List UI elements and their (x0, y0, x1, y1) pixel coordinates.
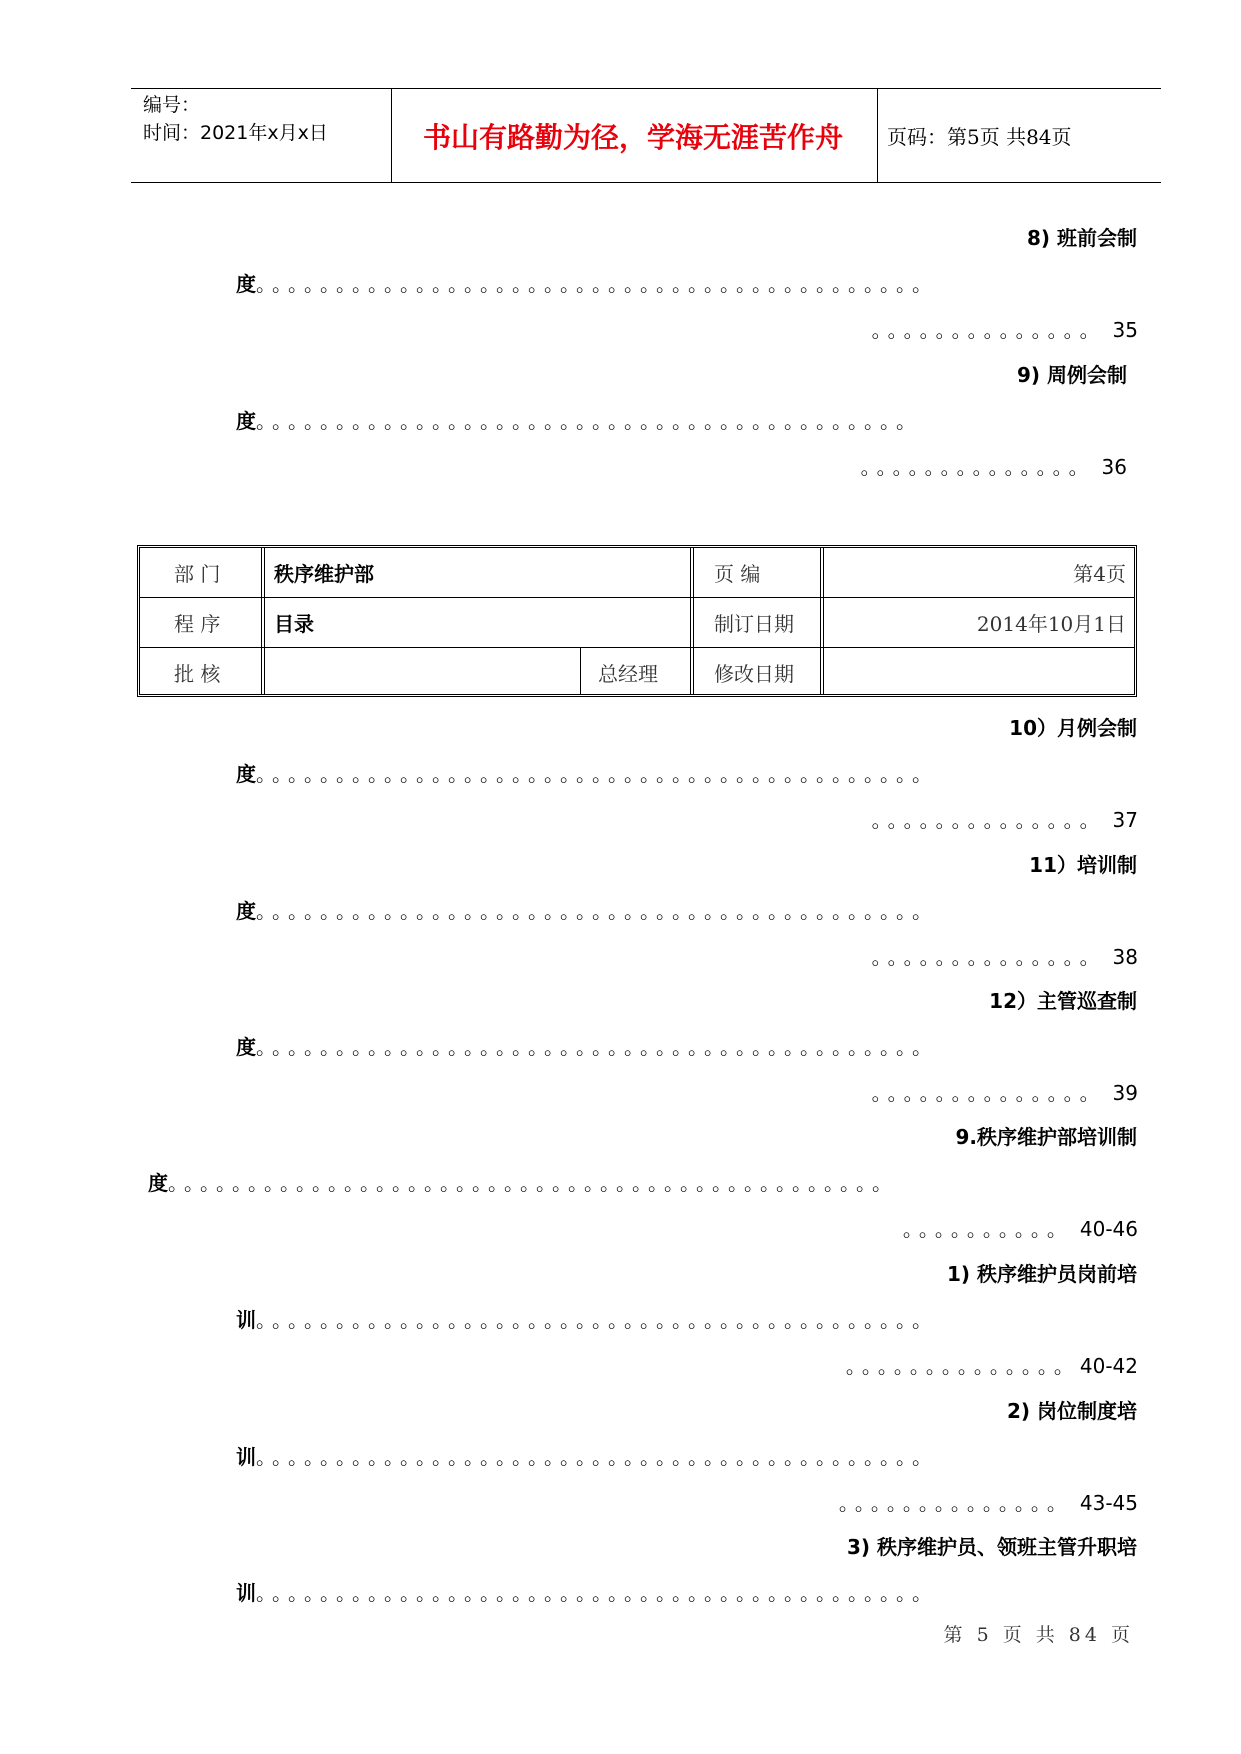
toc-entry-page: 43-45 (1079, 1491, 1138, 1515)
value-issue-date: 2014年10月1日 (976, 611, 1126, 636)
toc-entry-lead: 度 (236, 272, 256, 296)
toc-entry-leader: 训。。。。。。。。。。。。。。。。。。。。。。。。。。。。。。。。。。。。。。。。。。 (236, 1308, 938, 1332)
toc-entry-leader: 度。。。。。。。。。。。。。。。。。。。。。。。。。。。。。。。。。。。。。。。。。。 (236, 1035, 938, 1059)
toc-entry-page-line: 。。。。。。。。。。。。。。 39 (871, 1081, 1138, 1105)
value-department: 秩序维护部 (274, 562, 374, 586)
toc-entry-lead: 训 (236, 1445, 256, 1469)
toc-entry-lead: 度 (236, 409, 256, 433)
toc-entry-lead: 训 (236, 1581, 256, 1605)
toc-entry-page-line: 。。。。。。。。。。 40-46 (902, 1217, 1138, 1241)
header-divider (391, 89, 392, 182)
toc-entry-page-line: 。。。。。。。。。。。。。。 43-45 (838, 1491, 1138, 1515)
header-meta (143, 91, 328, 147)
toc-entry-page-line: 。。。。。。。。。。。。。。 35 (871, 318, 1138, 342)
toc-entry-leader: 度。。。。。。。。。。。。。。。。。。。。。。。。。。。。。。。。。。。。。。。。。。 (236, 899, 938, 923)
toc-entry-leader: 度。。。。。。。。。。。。。。。。。。。。。。。。。。。。。。。。。。。。。。。。。。 (236, 272, 938, 296)
label-procedure: 程 序 (174, 611, 221, 636)
table-divider (580, 647, 581, 694)
toc-entry-leader: 训。。。。。。。。。。。。。。。。。。。。。。。。。。。。。。。。。。。。。。。。。。 (236, 1581, 938, 1605)
toc-entry-page-line: 。。。。。。。。。。。。。。40-42 (845, 1354, 1138, 1378)
toc-entry-page: 38 (1112, 945, 1138, 969)
label-approval: 批 核 (174, 661, 221, 686)
toc-entry-leader: 度。。。。。。。。。。。。。。。。。。。。。。。。。。。。。。。。。。。。。。。。。。。。。 (148, 1171, 898, 1195)
label-issue-date: 制订日期 (714, 611, 794, 636)
toc-entry-leader: 度。。。。。。。。。。。。。。。。。。。。。。。。。。。。。。。。。。。。。。。。。。 (236, 762, 938, 786)
toc-entry-leader: 度。。。。。。。。。。。。。。。。。。。。。。。。。。。。。。。。。。。。。。。。。 (236, 409, 922, 433)
document-info-table (137, 545, 1137, 697)
toc-entry-title: 12）主管巡查制 (989, 989, 1137, 1013)
toc-entry-lead: 度 (148, 1171, 168, 1195)
toc-entry-lead: 度 (236, 1035, 256, 1059)
time-label: 时间：2021年x月x日 (143, 122, 328, 144)
header-divider (877, 89, 878, 182)
toc-entry-leader: 训。。。。。。。。。。。。。。。。。。。。。。。。。。。。。。。。。。。。。。。。。。 (236, 1445, 938, 1469)
table-divider (690, 548, 694, 694)
toc-entry-title: 1) 秩序维护员岗前培 (946, 1262, 1137, 1286)
toc-entry-page: 36 (1101, 455, 1127, 479)
header-page-info: 页码：第5页 共84页 (887, 125, 1072, 149)
table-divider (261, 548, 265, 694)
toc-entry-page: 37 (1112, 808, 1138, 832)
toc-entry-title: 8) 班前会制 (1026, 226, 1137, 250)
document-header (131, 88, 1161, 183)
toc-entry-lead: 度 (236, 899, 256, 923)
label-general-manager: 总经理 (598, 661, 658, 686)
toc-entry-page-line: 。。。。。。。。。。。。。。 38 (871, 945, 1138, 969)
toc-entry-title: 9) 周例会制 (1016, 363, 1127, 387)
toc-section-title: 9.秩序维护部培训制 (955, 1125, 1137, 1149)
toc-entry-page-line: 。。。。。。。。。。。。。。 36 (860, 455, 1127, 479)
toc-entry-page: 40-46 (1079, 1217, 1138, 1241)
toc-entry-lead: 训 (236, 1308, 256, 1332)
toc-entry-title: 3) 秩序维护员、领班主管升职培 (846, 1535, 1137, 1559)
toc-entry-title: 2) 岗位制度培 (1006, 1399, 1137, 1423)
label-revision-date: 修改日期 (714, 661, 794, 686)
page-footer: 第 5 页 共 84 页 (943, 1624, 1134, 1646)
table-divider (820, 548, 824, 694)
label-department: 部 门 (174, 562, 221, 586)
toc-entry-page: 39 (1112, 1081, 1138, 1105)
toc-entry-page: 35 (1112, 318, 1138, 342)
value-procedure: 目录 (274, 611, 314, 636)
toc-entry-lead: 度 (236, 762, 256, 786)
value-page-number: 第4页 (1073, 562, 1126, 586)
header-motto: 书山有路勤为径，学海无涯苦作舟 (422, 120, 843, 154)
code-label: 编号： (143, 94, 201, 116)
label-page-number: 页 编 (714, 562, 761, 586)
toc-entry-page-line: 。。。。。。。。。。。。。。 37 (871, 808, 1138, 832)
toc-entry-title: 10）月例会制 (1009, 716, 1137, 740)
toc-entry-page: 40-42 (1079, 1354, 1138, 1378)
toc-entry-title: 11）培训制 (1029, 853, 1137, 877)
